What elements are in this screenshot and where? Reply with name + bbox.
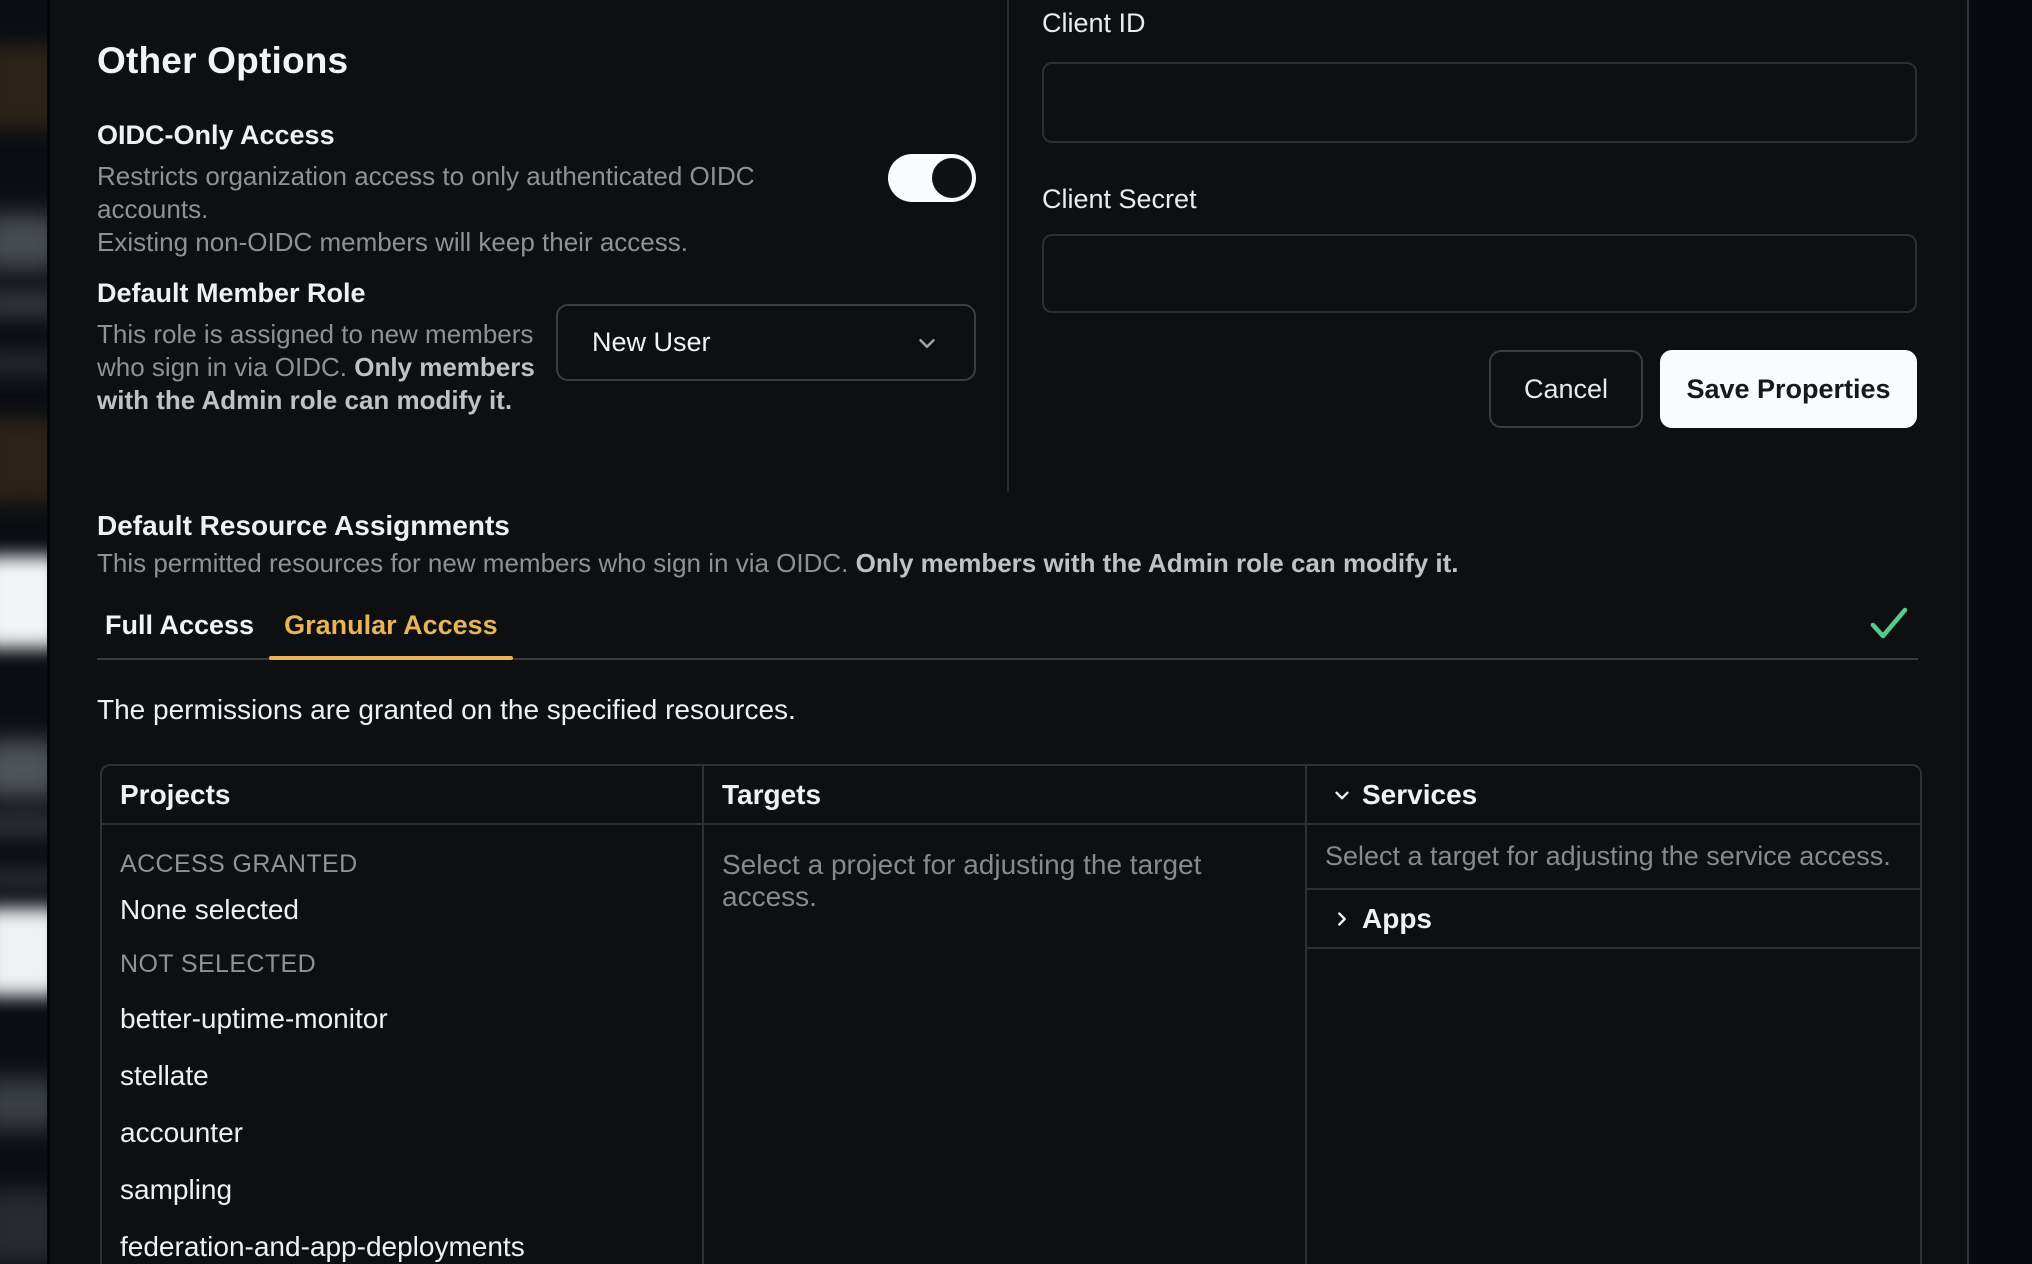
blur-band <box>0 908 50 996</box>
client-secret-label: Client Secret <box>1042 184 1197 214</box>
blur-band <box>0 350 50 376</box>
blur-band <box>0 290 50 318</box>
client-secret-input[interactable] <box>1042 234 1917 313</box>
description-line: Existing non-OIDC members will keep their access. <box>97 227 688 257</box>
project-list-item[interactable]: accounter <box>120 1117 243 1148</box>
oidc-only-access-description <box>97 160 837 259</box>
projects-list <box>102 825 702 1264</box>
project-list-item[interactable]: sampling <box>120 1174 233 1205</box>
access-tabs <box>97 610 1918 660</box>
services-section-header[interactable] <box>1307 766 1920 825</box>
oidc-only-access-label: OIDC-Only Access <box>97 120 335 150</box>
blur-band <box>0 44 50 130</box>
project-list-item[interactable]: federation-and-app-deployments <box>120 1231 525 1262</box>
access-granted-label: ACCESS GRANTED <box>120 850 358 878</box>
targets-column <box>704 766 1307 1264</box>
description-strong: Only members with the Admin role can modify it. <box>855 548 1459 578</box>
client-id-label: Client ID <box>1042 8 1146 38</box>
chevron-down-icon <box>1331 784 1353 806</box>
services-header-label: Services <box>1362 778 1478 810</box>
projects-column <box>102 766 704 1264</box>
blur-band <box>0 418 50 504</box>
project-list-item[interactable]: better-uptime-monitor <box>120 1003 388 1034</box>
dropdown-selected-value: New User <box>592 327 711 357</box>
project-list-item[interactable]: stellate <box>120 1060 209 1091</box>
oidc-only-access-toggle[interactable] <box>888 154 976 202</box>
targets-placeholder: Select a project for adjusting the target access. <box>722 849 1202 912</box>
tab-full-access[interactable]: Full Access <box>105 610 255 640</box>
default-member-role-description <box>97 318 537 417</box>
section-divider <box>1007 0 1009 492</box>
settings-dialog <box>50 0 1967 1264</box>
blur-band <box>0 740 50 798</box>
description-line: Restricts organization access to only authenticated OIDC accounts. <box>97 161 755 224</box>
targets-header: Targets <box>704 766 1305 825</box>
blur-band <box>0 868 50 890</box>
chevron-down-icon <box>914 330 940 356</box>
description-normal: This permitted resources for new members who sign in via OIDC. <box>97 548 856 578</box>
not-selected-label: NOT SELECTED <box>120 950 317 978</box>
blur-band <box>0 214 50 270</box>
tab-granular-access[interactable]: Granular Access <box>269 610 513 658</box>
chevron-right-icon <box>1331 908 1353 930</box>
description-strong: Only members with the Admin role can modify it. <box>97 352 535 415</box>
toggle-knob <box>932 158 972 198</box>
resource-table <box>100 764 1922 1264</box>
save-properties-button[interactable]: Save Properties <box>1660 350 1917 428</box>
projects-header: Projects <box>102 766 702 825</box>
services-column <box>1307 766 1920 1264</box>
default-member-role-dropdown[interactable] <box>556 304 976 381</box>
granted-empty-state: None selected <box>120 894 300 925</box>
blur-band <box>0 1078 50 1130</box>
page-title: Other Options <box>97 40 349 81</box>
resource-assignments-description <box>97 548 1459 579</box>
resource-assignments-title: Default Resource Assignments <box>97 510 510 541</box>
background-page-edge <box>1967 0 2032 1264</box>
default-member-role-label: Default Member Role <box>97 278 366 308</box>
services-placeholder: Select a target for adjusting the service access. <box>1325 841 1891 871</box>
background-page-blur <box>0 0 50 1264</box>
blur-band <box>0 556 50 648</box>
cancel-button[interactable]: Cancel <box>1489 350 1643 428</box>
description-normal: This role is assigned to new members who sign in via OIDC. <box>97 319 534 382</box>
client-id-input[interactable] <box>1042 62 1917 143</box>
services-placeholder-row <box>1307 825 1920 890</box>
permissions-note: The permissions are granted on the specified resources. <box>97 694 796 725</box>
blur-band <box>0 812 50 838</box>
check-icon <box>1868 606 1910 642</box>
apps-section-header[interactable] <box>1307 890 1920 949</box>
apps-header-label: Apps <box>1362 902 1432 934</box>
blur-band <box>0 1190 50 1264</box>
